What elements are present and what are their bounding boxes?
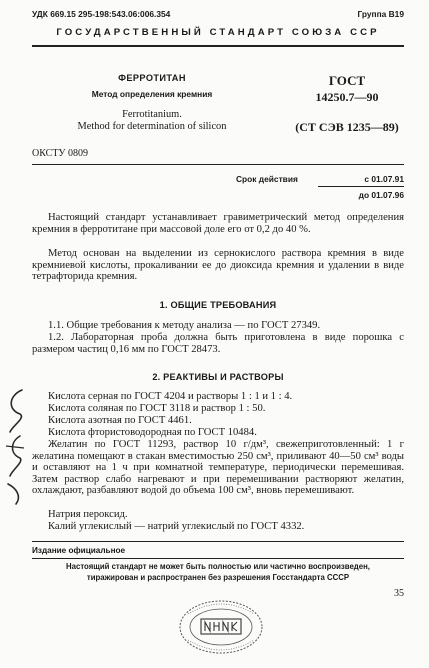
copyright-notice-line-1: Настоящий стандарт не может быть полностью или частично воспроизведен,	[66, 562, 370, 571]
clause-1-2: 1.2. Лабораторная проба должна быть приготовлена в виде порошка с размером частиц 0,16 мм по ГОСТ 28473.	[32, 332, 404, 355]
header-rule	[32, 45, 404, 47]
st-sev-number: (СТ СЭВ 1235—89)	[295, 120, 399, 134]
validity-to: до 01.07.96	[358, 190, 404, 200]
page-number: 35	[394, 588, 404, 599]
title-rule	[32, 164, 404, 165]
validity-label: Срок действия	[236, 174, 298, 184]
intro-paragraph-1: Настоящий стандарт устанавливает гравиметрический метод определения кремния в ферротитане при массовой доле его от 0,2 до 40 %.	[32, 212, 404, 235]
subtitle-english: Method for determination of silicon	[77, 121, 227, 132]
gost-label: ГОСТ	[328, 73, 366, 88]
document-subtitle: Метод определения кремния	[91, 89, 213, 99]
intro-paragraph-2: Метод основан на выделении из сернокислого раствора кремния в виде кремниевой кислоты, прокаливании ее до диоксида кремния и удалении в виде тетрафторида кремния.	[32, 248, 404, 283]
library-stamp	[176, 596, 266, 658]
footer-rule	[32, 541, 404, 542]
reagent-item: Кислота фтористоводородная по ГОСТ 10484.	[48, 427, 257, 438]
okstu-code: ОКСТУ 0809	[32, 148, 89, 159]
copyright-notice-line-2: тиражирован и распространен без разрешения Госстандарта СССР	[86, 573, 350, 582]
reagent-item: Кислота серная по ГОСТ 4204 и растворы 1 : 1 и 1 : 4.	[48, 391, 293, 402]
gelatin-paragraph: Желатин по ГОСТ 11293, раствор 10 г/дм³, свежеприготовленный: 1 г желатина помещают в стакан вместимостью 250 см³, приливают 40—50 см³ воды и оставляют на 1 ч при комнатной температуре, периодически перемешивая. Затем раствор слабо нагревают и при перемешивании растворяют желатин, охлаждают, разбавляют водой до объема 100 см³, вновь перемешивают.	[32, 439, 404, 497]
gost-number: 14250.7—90	[315, 90, 379, 104]
validity-from: с 01.07.91	[364, 174, 404, 184]
reagent-item: Натрия пероксид.	[48, 509, 128, 520]
section-2-heading: 2. РЕАКТИВЫ И РАСТВОРЫ	[152, 372, 284, 382]
state-standard-banner: ГОСУДАРСТВЕННЫЙ СТАНДАРТ СОЮЗА ССР	[56, 27, 380, 38]
udk-code: УДК 669.15 295-198:543.06:006.354	[32, 9, 171, 19]
handwritten-margin-mark	[2, 384, 28, 514]
title-english: Ferrotitanium.	[122, 109, 182, 120]
section-1-heading: 1. ОБЩИЕ ТРЕБОВАНИЯ	[159, 300, 277, 310]
validity-rule	[318, 186, 404, 187]
clause-1-1: 1.1. Общие требования к методу анализа — по ГОСТ 27349.	[48, 320, 321, 331]
reagent-item: Кислота соляная по ГОСТ 3118 и раствор 1 : 50.	[48, 403, 266, 414]
reagent-item: Калий углекислый — натрий углекислый по ГОСТ 4332.	[48, 521, 305, 532]
official-edition-label: Издание официальное	[32, 546, 126, 555]
group-code: Группа В19	[357, 9, 404, 19]
document-title: ФЕРРОТИТАН	[118, 73, 186, 83]
footer-rule-2	[32, 558, 404, 559]
reagent-item: Кислота азотная по ГОСТ 4461.	[48, 415, 192, 426]
